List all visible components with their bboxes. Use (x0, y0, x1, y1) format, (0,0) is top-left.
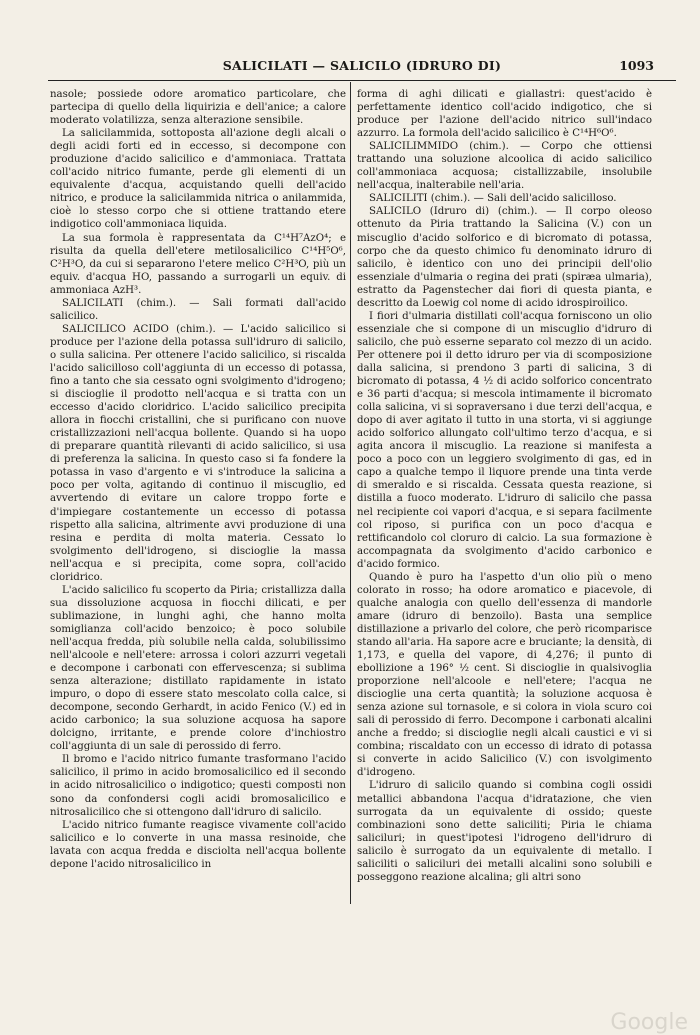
paragraph: La salicilammida, sottoposta all'azione degli alcali o degli acidi forti ed in eccesso, si decompone con produzione d'acido salicilico e d'ammoniaca. Trattata coll'acido nitrico fumante, perde gli elementi di un equivalente d'acqua, acquistando quelli dell'acido nitrico, e produce la salicilammida nitrica o anilammida, cioè lo stesso corpo che si ottiene trattando etere indigotico coll'ammoniaca liquida. (50, 128, 346, 231)
paragraph: SALICILIMMIDO (chim.). — Corpo che ottiensi trattando una soluzione alcoolica di acido salicilico coll'ammoniaca acquosa; cistallizzabile, insolubile nell'acqua, inalterabile nell'aria. (357, 141, 652, 192)
paragraph: Il bromo e l'acido nitrico fumante trasformano l'acido salicilico, il primo in acido bromosalicilico ed il secondo in acido nitrosalicilico o indigotico; questi composti non sono da confondersi cogli acidi bromosalicilico e nitrosalicilico che si ottengono dall'idruro di salicilo. (50, 754, 346, 818)
left-column (50, 88, 346, 871)
paragraph: SALICILITI (chim.). — Sali dell'acido salicilloso. (369, 193, 617, 205)
right-column (357, 88, 652, 884)
paragraph: forma di aghi dilicati e giallastri: quest'acido è perfettamente identico coll'acido indigotico, che si produce per l'azione dell'acido nitrico sull'indaco azzurro. La formola dell'acido salicilico è C¹⁴H⁶O⁶. (357, 89, 652, 140)
running-header (48, 58, 676, 78)
paragraph: L'acido salicilico fu scoperto da Piria; cristallizza dalla sua dissoluzione acquosa in fiocchi dilicati, e per sublimazione, in lunghi aghi, che hanno molta somiglianza coll'acido benzoico; è poco solubile nell'acqua fredda, più solubile nella calda, solubilissimo nell'alcoole e nell'etere: arrossa i colori azzurri vegetali e decompone i carbonati con effervescenza; si sublima senza alterazione; distillato rapidamente in istato impuro, o dopo di essere stato mescolato colla calce, si decompone, secondo Gerhardt, in acido Fenico (V.) ed in acido carbonico; la sua soluzione acquosa ha sapore dolcigno, irritante, e prende colore d'inchiostro coll'aggiunta di un sale di perossido di ferro. (50, 584, 346, 753)
header-title: SALICILATI — SALICILO (IDRURO DI) (222, 58, 502, 73)
paragraph: Quando è puro ha l'aspetto d'un olio più o meno colorato in rosso; ha odore aromatico e piacevole, di qualche analogia con quello dell'essenza di mandorle amare (idruro di benzoilo). Basta una semplice distillazione a privarlo del colore, che però ricomparisce stando all'aria. Ha sapore acre e bruciante; la densità, di 1,173, e quella del vapore, di 4,276; il punto di ebollizione a 196° ½ cent. Si discioglie in qualsivoglia proporzione nell'alcoole e nell'etere; l'acqua ne discioglie una certa quantità; la soluzione acquosa è senza azione sul tornasole, e si colora in viola scuro coi sali di perossido di ferro. Decompone i carbonati alcalini anche a freddo; si discioglie negli alcali caustici e vi si combina; riscaldato con un eccesso di idrato di potassa si converte in acido Salicilico (V.) con isvolgimento d'idrogeno. (357, 571, 652, 779)
paragraph: nasole; possiede odore aromatico particolare, che partecipa di quello della liquirizia e dell'anice; a calore moderato volatilizza, senza alterazione sensibile. (50, 89, 346, 127)
header-rule (48, 80, 676, 81)
paragraph: L'idruro di salicilo quando si combina cogli ossidi metallici abbandona l'acqua d'idratazione, che vien surrogata da un equivalente di ossido; queste combinazioni sono dette saliciliti; Piria le chiama saliciluri; in quest'ipotesi l'idrogeno dell'idruro di salicilo è surrogato da un equivalente di metallo. I saliciliti o saliciluri dei metalli alcalini sono solubili e posseggono reazione alcalina; gli altri sono (357, 780, 652, 883)
paragraph: SALICILO (Idruro di) (chim.). — Il corpo oleoso ottenuto da Piria trattando la Salicina (V.) con un miscuglio d'acido solforico e di bicromato di potassa, corpo che da questo chimico fu denominato idruro di salicilo, è identico con uno dei principii dell'olio essenziale d'ulmaria o regina dei prati (spiræa ulmaria), estratto da Pagenstecher dai fiori di questa pianta, e descritto da Loewig col nome di acido idrospiroilico. (357, 206, 652, 309)
paragraph: La sua formola è rappresentata da C¹⁴H⁷AzO⁴; e risulta da quella dell'etere metilosalicilico C¹⁴H⁵O⁶, C²H³O, da cui si separarono l'etere melico C²H³O, più un equiv. d'acqua HO, passando a surrogarli un equiv. di ammoniaca AzH³. (50, 232, 346, 296)
page-number: 1093 (619, 58, 654, 73)
paragraph: L'acido nitrico fumante reagisce vivamente coll'acido salicilico e lo converte in una massa resinoide, che lavata con acqua fredda e disciolta nell'acqua bollente depone l'acido nitrosalicilico in (50, 819, 346, 870)
google-watermark: Google (610, 1010, 688, 1035)
paragraph: SALICILATI (chim.). — Sali formati dall'acido salicilico. (50, 297, 346, 322)
paragraph: I fiori d'ulmaria distillati coll'acqua forniscono un olio essenziale che si compone di un miscuglio d'idruro di salicilo, che può esserne separato col mezzo di un acido. Per ottenere poi il detto idruro per via di scomposizione dalla salicina, si prendono 3 parti di salicina, 3 di bicromato di potassa, 4 ½ di acido solforico concentrato e 36 parti d'acqua; si mescola intimamente il bicromato colla salicina, vi si sopraversano i due terzi dell'acqua, e dopo di aver agitato il tutto in una storta, vi si aggiunge acido solforico allungato coll'ultimo terzo d'acqua, e si agita ancora il miscuglio. La reazione si manifesta a poco a poco con un leggiero svolgimento di gas, ed in capo a qualche tempo il liquore prende una tinta verde di smeraldo e si riscalda. Cessata questa reazione, si distilla a fuoco moderato. L'idruro di salicilo che passa nel recipiente coi vapori d'acqua, e si separa facilmente col riposo, si purifica con un poco d'acqua e rettificandolo col cloruro di calcio. La sua formazione è accompagnata da svolgimento d'acido carbonico e d'acido formico. (357, 310, 652, 570)
paragraph: SALICILICO ACIDO (chim.). — L'acido salicilico si produce per l'azione della potassa sull'idruro di salicilo, o sulla salicina. Per ottenere l'acido salicilico, si riscalda l'acido salicilloso coll'aggiunta di un eccesso di potassa, fino a tanto che sia cessato ogni svolgimento d'idrogeno; si discioglie il prodotto nell'acqua e si tratta con un eccesso d'acido cloridrico. L'acido salicilico precipita allora in fiocchi cristallini, che si purificano con nuove cristallizzazioni nell'acqua bollente. Quando si ha uopo di preparare quantità rilevanti di acido salicilico, si usa di preferenza la salicina. In questo caso si fa fondere la potassa in vaso d'argento e vi s'introduce la salicina a poco per volta, agitando di continuo il miscuglio, ed avvertendo di evitare un calore troppo forte e d'impiegare costantemente un eccesso di potassa rispetto alla salicina, altrimente avvi produzione di una resina e perdita di molta materia. Cessato lo svolgimento dell'idrogeno, si discioglie la massa nell'acqua e si precipita, come sopra, coll'acido cloridrico. (50, 323, 346, 583)
